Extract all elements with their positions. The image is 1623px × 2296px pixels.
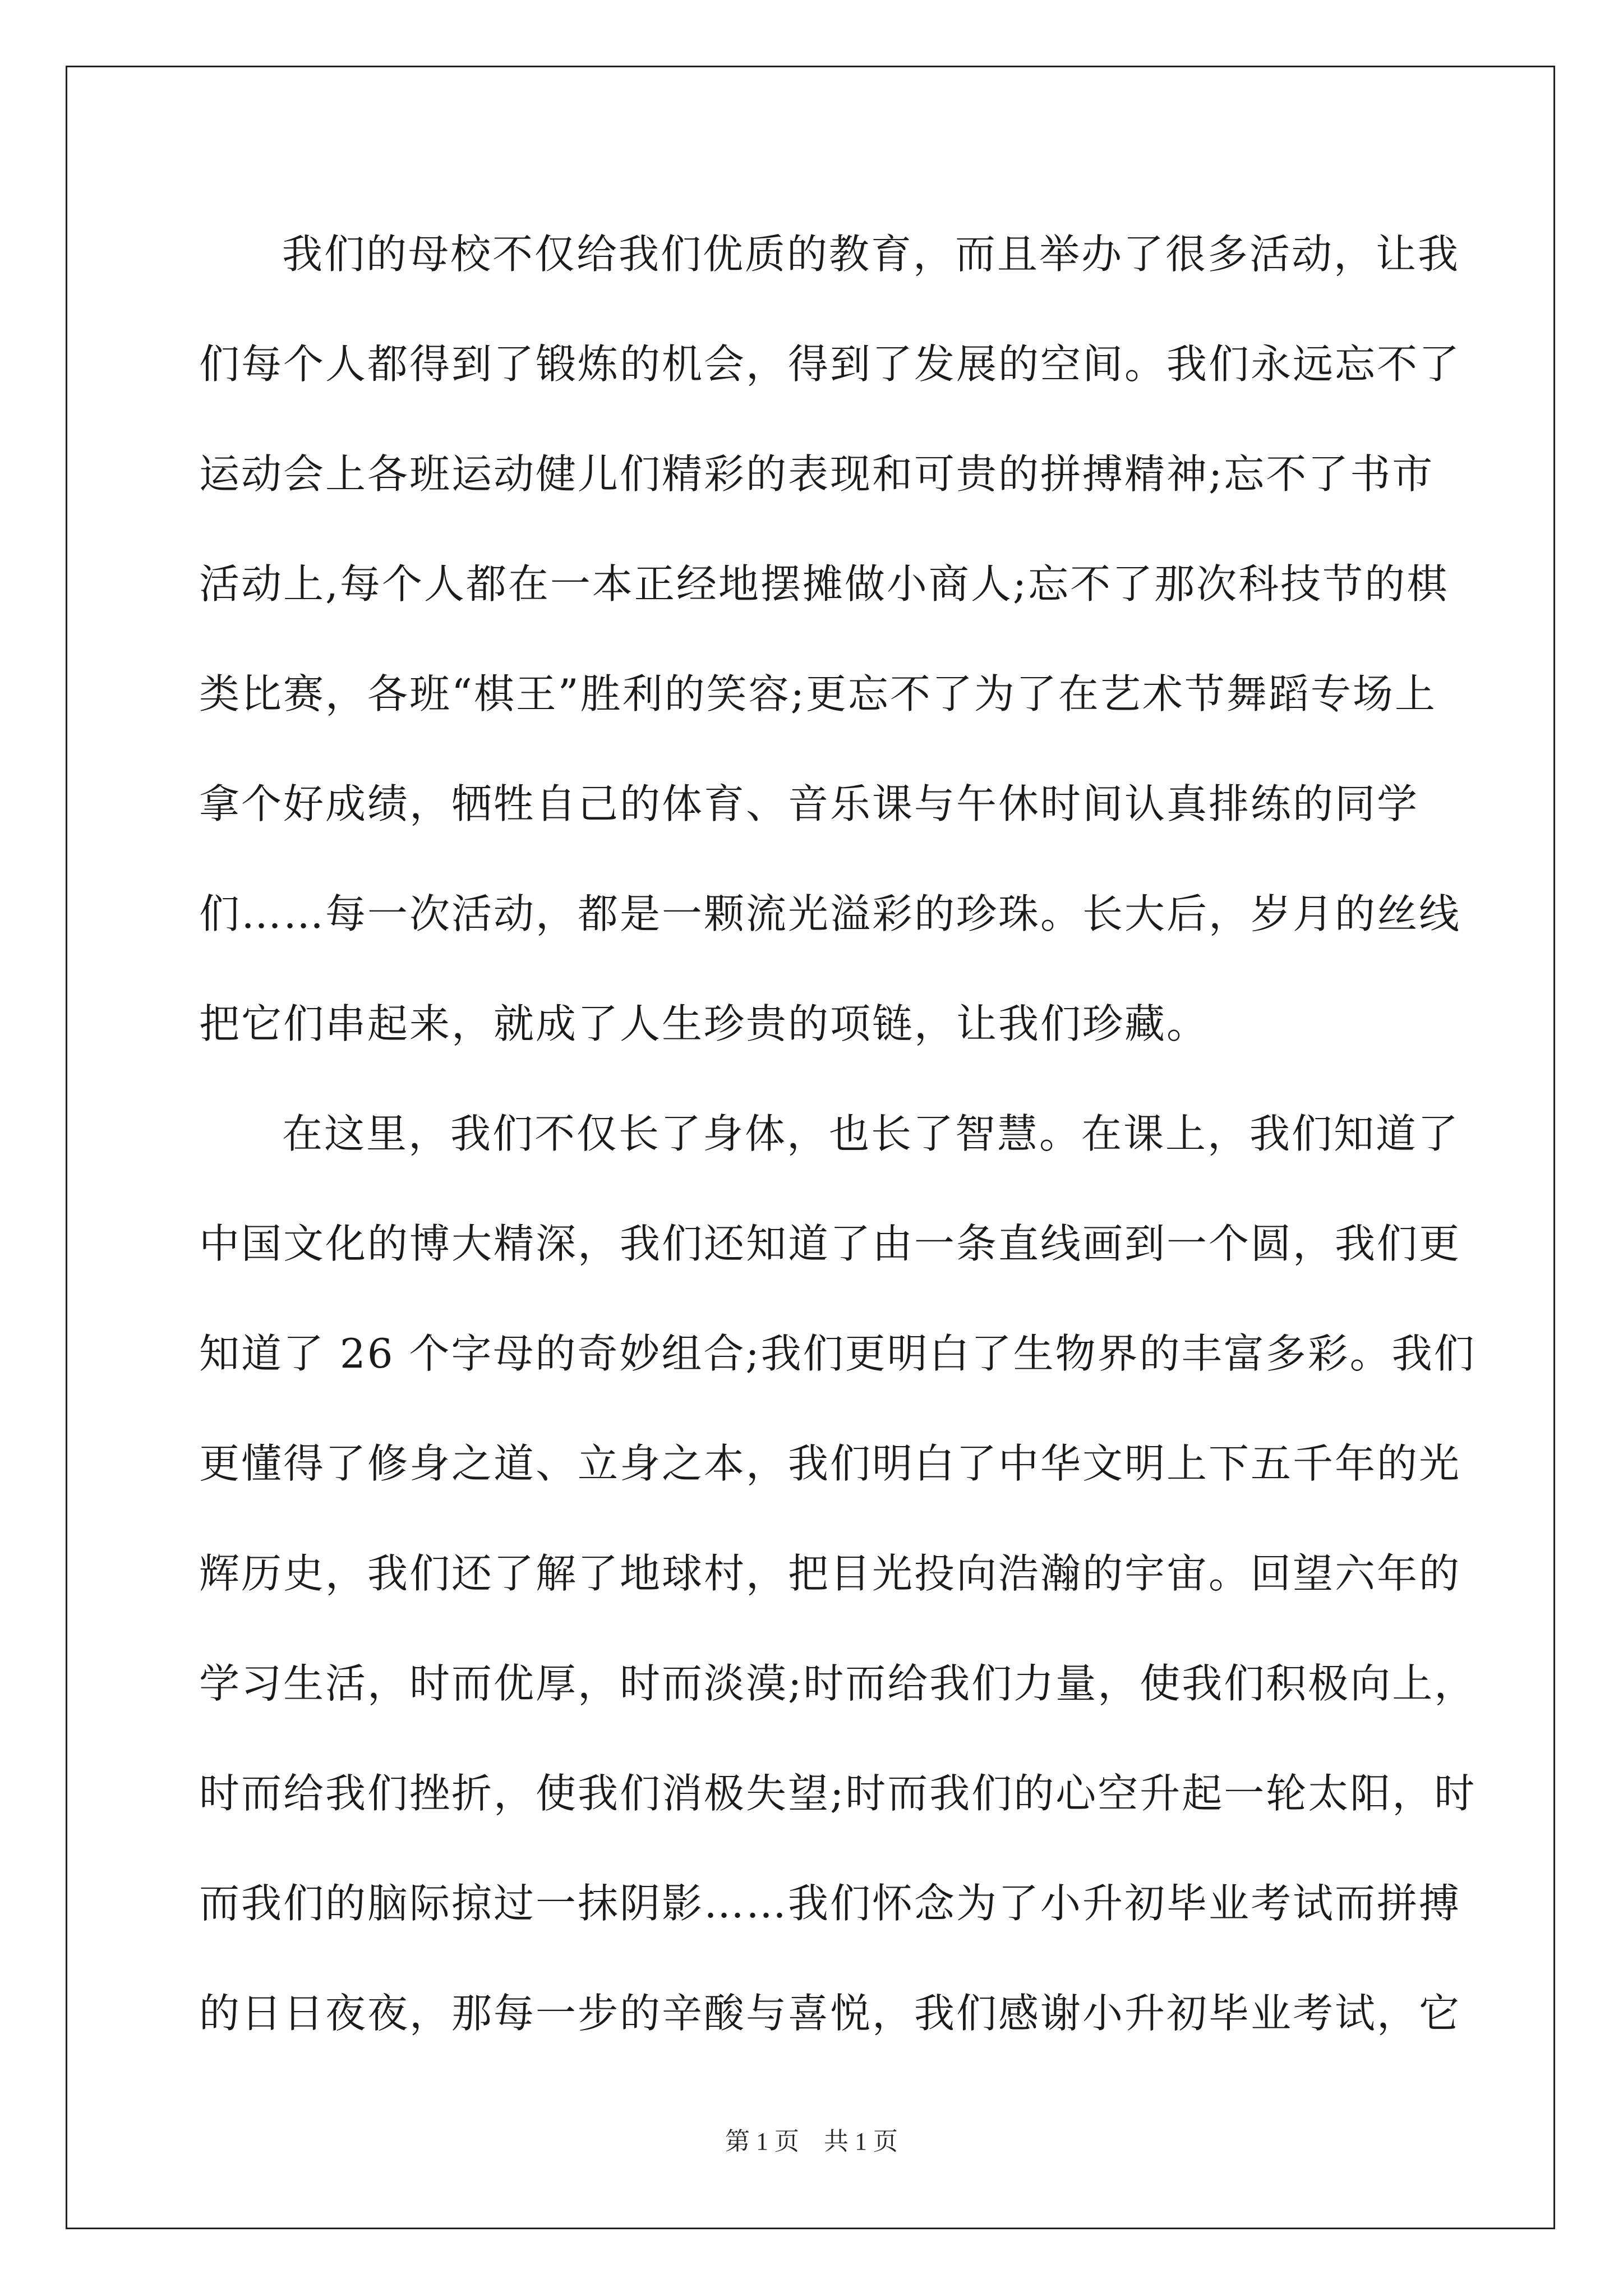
text-line: 辉历史，我们还了解了地球村，把目光投向浩瀚的宇宙。回望六年的: [199, 1550, 1461, 1597]
page-footer: [0, 2125, 1623, 2159]
text-line: 的日日夜夜，那每一步的辛酸与喜悦，我们感谢小升初毕业考试，它: [199, 1990, 1461, 2037]
text-line: 们每个人都得到了锻炼的机会，得到了发展的空间。我们永远忘不了: [199, 341, 1461, 388]
text-line: 中国文化的博大精深，我们还知道了由一条直线画到一个圆，我们更: [199, 1220, 1461, 1267]
text-line: 时而给我们挫折，使我们消极失望;时而我们的心空升起一轮太阳，时: [199, 1770, 1477, 1817]
text-line: 而我们的脑际掠过一抹阴影……我们怀念为了小升初毕业考试而拼搏: [199, 1880, 1461, 1927]
text-line: 把它们串起来，就成了人生珍贵的项链，让我们珍藏。: [199, 1000, 1209, 1047]
page-number: 第 1 页 共 1 页: [725, 2128, 898, 2155]
text-line: 拿个好成绩，牺牲自己的体育、音乐课与午休时间认真排练的同学: [199, 780, 1419, 827]
paragraph-1: [199, 199, 1461, 1079]
text-line: 知道了 26 个字母的奇妙组合;我们更明白了生物界的丰富多彩。我们: [199, 1330, 1476, 1377]
text-line: 运动会上各班运动健儿们精彩的表现和可贵的拼搏精神;忘不了书市: [199, 450, 1435, 498]
text-line: 学习生活，时而优厚，时而淡漠;时而给我们力量，使我们积极向上，: [199, 1660, 1477, 1707]
text-line: 在这里，我们不仅长了身体，也长了智慧。在课上，我们知道了: [282, 1110, 1460, 1157]
text-line: 我们的母校不仅给我们优质的教育，而且举办了很多活动，让我: [282, 231, 1460, 278]
paragraph-2: [199, 1079, 1477, 2068]
text-line: 更懂得了修身之道、立身之本，我们明白了中华文明上下五千年的光: [199, 1440, 1461, 1487]
text-line: 们……每一次活动，都是一颗流光溢彩的珍珠。长大后，岁月的丝线: [199, 890, 1461, 937]
text-line: 活动上,每个人都在一本正经地摆摊做小商人;忘不了那次科技节的棋: [199, 560, 1449, 608]
text-line: 类比赛，各班“棋王”胜利的笑容;更忘不了为了在艺术节舞蹈专场上: [199, 670, 1437, 717]
document-body: [199, 199, 1477, 2068]
